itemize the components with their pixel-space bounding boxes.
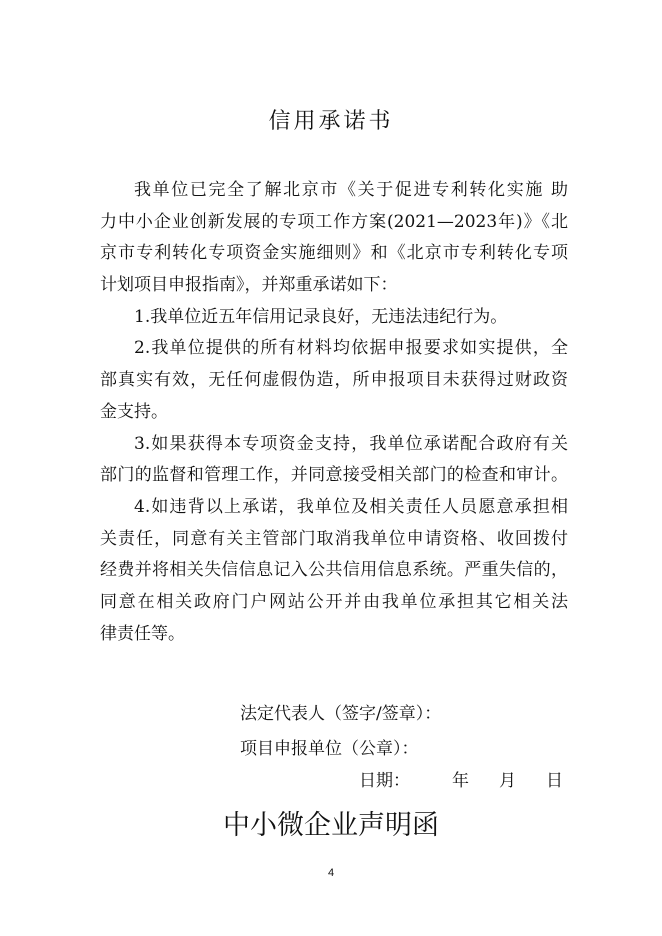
date-year: 年 xyxy=(452,771,469,791)
paragraph-line: 京市专利转化专项资金实施细则》和《北京市专利转化专项 xyxy=(100,243,568,264)
date-label: 日期： xyxy=(359,771,410,791)
applicant-unit-seal: 项目申报单位（公章）： xyxy=(240,739,419,759)
signature-date xyxy=(359,769,563,793)
paragraph-line: 部真实有效，无任何虚假伪造，所申报项目未获得过财政资 xyxy=(100,370,568,391)
paragraph-line: 力中小企业创新发展的专项工作方案(2021—2023年)》《北 xyxy=(100,211,568,232)
paragraph-line: 同意在相关政府门户网站公开并由我单位承担其它相关法 xyxy=(100,591,568,612)
paragraph-line: 部门的监督和管理工作，并同意接受相关部门的检查和审计。 xyxy=(100,465,568,486)
paragraph-line: 我单位已完全了解北京市《关于促进专利转化实施 助 xyxy=(134,180,568,200)
paragraph-line: 4.如违背以上承诺，我单位及相关责任人员愿意承担相 xyxy=(134,496,568,517)
paragraph-line: 经费并将相关失信信息记入公共信用信息系统。严重失信的， xyxy=(100,560,568,581)
paragraph-line: 律责任等。 xyxy=(100,623,185,644)
page-title: 信用承诺书 xyxy=(268,109,394,134)
paragraph-line: 计划项目申报指南》，并郑重承诺如下： xyxy=(100,275,398,296)
date-day: 日 xyxy=(546,771,563,791)
date-month: 月 xyxy=(499,771,516,791)
paragraph-line: 金支持。 xyxy=(100,401,168,422)
legal-representative-signature: 法定代表人（签字/签章）： xyxy=(240,704,442,724)
next-section-heading: 中小微企业声明函 xyxy=(223,810,439,841)
page-number: 4 xyxy=(327,867,335,879)
paragraph-line: 3.如果获得本专项资金支持，我单位承诺配合政府有关 xyxy=(134,433,568,454)
paragraph-line: 2.我单位提供的所有材料均依据申报要求如实提供，全 xyxy=(134,338,568,359)
paragraph-line: 关责任，同意有关主管部门取消我单位申请资格、收回拨付 xyxy=(100,528,568,549)
commitment-body xyxy=(100,175,568,650)
paragraph-line: 1.我单位近五年信用记录良好，无违法违纪行为。 xyxy=(134,306,508,327)
